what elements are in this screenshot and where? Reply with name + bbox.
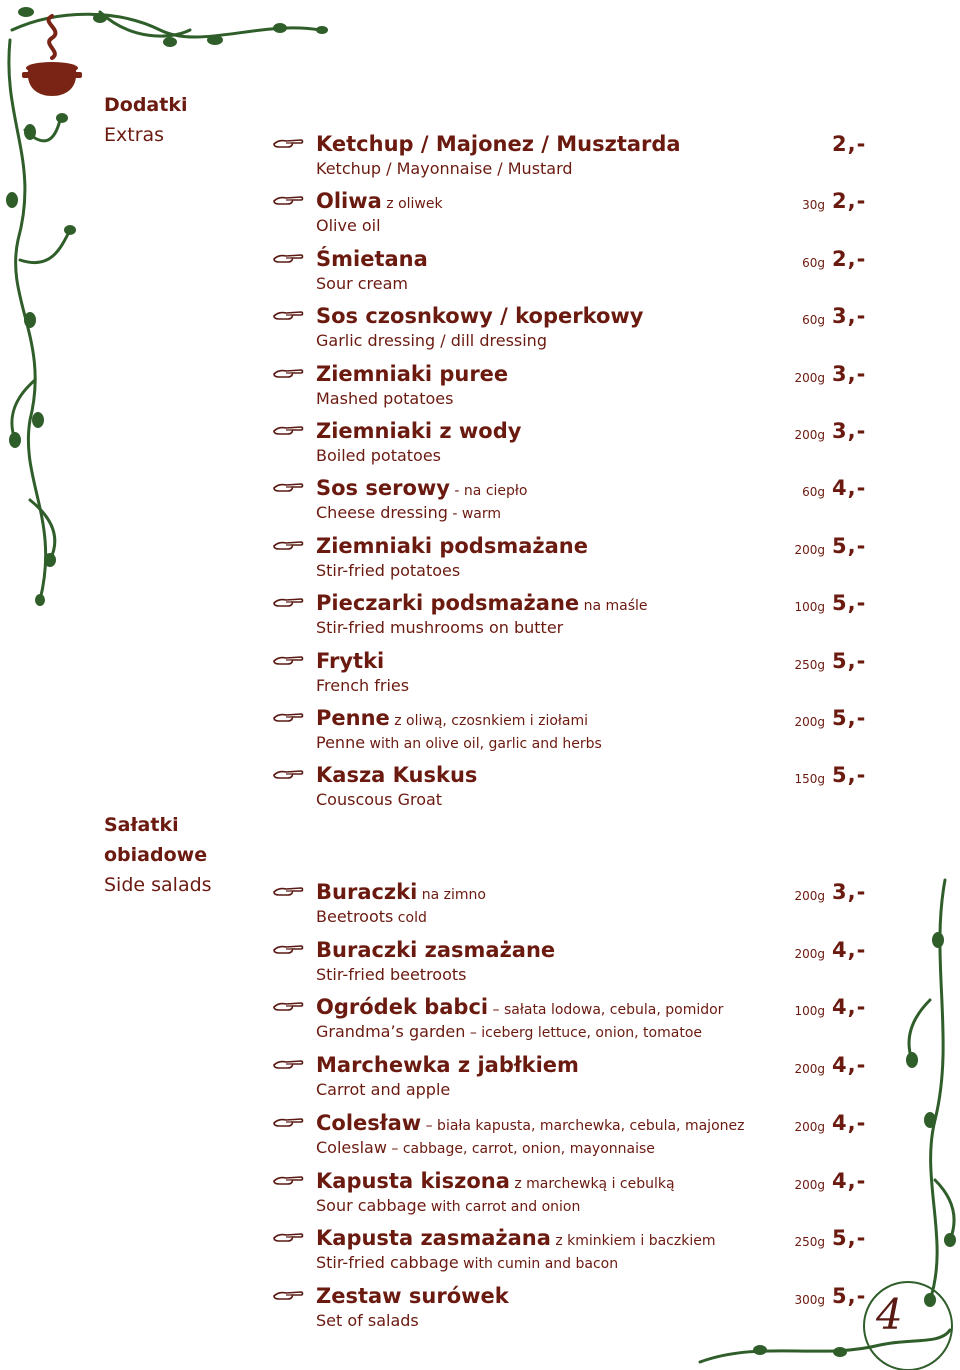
menu-item	[272, 473, 880, 529]
item-weight: 200g	[794, 889, 825, 903]
menu-item	[272, 760, 880, 816]
item-name-en: Stir-fried potatoes	[316, 560, 461, 580]
item-main-line	[316, 1281, 509, 1311]
item-name-en: Mashed potatoes	[316, 388, 454, 408]
item-weight: 200g	[794, 1119, 825, 1134]
pointing-hand-icon	[272, 365, 304, 379]
item-main-line	[316, 1166, 675, 1196]
item-translation	[316, 1309, 419, 1334]
item-name: Kapusta zasmażana	[316, 1226, 551, 1251]
item-name-en: Grandma’s garden	[316, 1022, 466, 1042]
item-weight: 60g	[802, 485, 825, 500]
item-main-line	[316, 760, 477, 790]
menu-item	[272, 1050, 880, 1106]
item-main-line	[316, 703, 588, 733]
item-description: – sałata lodowa, cebula, pomidor	[488, 1002, 724, 1019]
item-weight: 200g	[794, 1062, 825, 1077]
item-main-line	[316, 588, 648, 618]
item-name-en: Penne	[316, 733, 366, 752]
item-description: – biała kapusta, marchewka, cebula, majonez	[421, 1117, 745, 1134]
page-number: 4	[876, 1290, 903, 1339]
item-name-en: Carrot and apple	[316, 1080, 451, 1100]
item-weight: 200g	[794, 542, 825, 557]
item-translation	[316, 963, 466, 988]
item-translation	[316, 616, 563, 641]
item-price: 2,-	[832, 132, 867, 156]
item-translation	[316, 501, 501, 526]
item-description: na zimno	[417, 887, 486, 903]
pointing-hand-icon	[272, 998, 304, 1012]
section-title-pl: Dodatki	[104, 94, 188, 116]
item-name: Ogródek babci	[316, 995, 489, 1020]
item-translation	[316, 1251, 618, 1276]
item-weight: 250g	[794, 1235, 825, 1250]
pointing-hand-icon	[272, 941, 304, 955]
item-name: Oliwa	[316, 189, 382, 214]
pointing-hand-icon	[272, 1229, 304, 1243]
pointing-hand-icon	[272, 479, 304, 493]
item-name: Ketchup / Majonez / Musztarda	[316, 132, 681, 156]
item-price: 3,-	[832, 880, 867, 904]
item-description-en: - warm	[447, 506, 502, 523]
item-name: Marchewka z jabłkiem	[316, 1053, 579, 1078]
item-name-en: Ketchup / Mayonnaise / Mustard	[316, 159, 573, 178]
item-price: 5,-	[832, 648, 867, 673]
section-title-extras	[104, 90, 187, 150]
item-description: na maśle	[579, 598, 648, 615]
item-price: 5,-	[832, 1283, 867, 1308]
item-main-line	[316, 1050, 579, 1080]
section-title-en: Side salads	[104, 874, 212, 896]
item-translation	[316, 444, 441, 469]
item-weight: 200g	[794, 428, 825, 442]
item-price: 4,-	[832, 995, 867, 1020]
item-main-line	[316, 416, 521, 446]
item-name: Ziemniaki puree	[316, 361, 509, 386]
menu-item	[272, 877, 880, 933]
pointing-hand-icon	[272, 307, 304, 321]
item-weight: 100g	[794, 1004, 825, 1019]
section-title-pl-line2: obiadowe	[104, 844, 208, 866]
menu-item	[272, 1281, 880, 1337]
item-name-en: Sour cream	[316, 273, 409, 293]
item-price: 4,-	[832, 1053, 867, 1078]
item-name-en: Couscous Groat	[316, 790, 443, 810]
item-name-en: Stir-fried mushrooms on butter	[316, 618, 564, 638]
pointing-hand-icon	[272, 1056, 304, 1070]
item-name: Frytki	[316, 648, 385, 673]
item-price: 5,-	[832, 706, 867, 730]
menu-item	[272, 416, 880, 472]
item-weight: 200g	[794, 370, 825, 385]
item-main-line	[316, 473, 527, 503]
item-price: 2,-	[832, 189, 867, 214]
cooking-pot-icon	[20, 12, 84, 98]
item-name: Kasza Kuskus	[316, 763, 478, 788]
item-name: Buraczki	[316, 880, 418, 904]
item-weight: 100g	[794, 600, 825, 615]
item-name: Kapusta kiszona	[316, 1168, 510, 1193]
item-main-line	[316, 531, 588, 561]
pointing-hand-icon	[272, 1287, 304, 1301]
item-name: Penne	[316, 706, 390, 730]
item-name: Zestaw surówek	[316, 1283, 509, 1308]
menu-item	[272, 244, 880, 300]
item-name-en: Stir-fried beetroots	[316, 964, 467, 984]
item-main-line	[316, 877, 486, 907]
item-price: 5,-	[832, 533, 867, 558]
menu-item	[272, 1108, 880, 1164]
pointing-hand-icon	[272, 1114, 304, 1128]
item-weight: 200g	[794, 715, 825, 729]
item-price: 4,-	[832, 476, 867, 501]
menu-item	[272, 1223, 880, 1279]
menu-item	[272, 129, 880, 185]
item-name-en: Sour cabbage	[316, 1195, 427, 1215]
item-name-en: Set of salads	[316, 1310, 419, 1330]
menu-item	[272, 646, 880, 702]
item-description-en: with an olive oil, garlic and herbs	[365, 736, 602, 752]
item-price: 3,-	[832, 361, 867, 386]
item-main-line	[316, 935, 555, 965]
menu-item	[272, 703, 880, 759]
item-translation	[316, 731, 602, 756]
item-description-en: – cabbage, carrot, onion, mayonnaise	[386, 1140, 655, 1157]
item-weight: 30g	[802, 198, 825, 213]
pointing-hand-icon	[272, 883, 304, 897]
item-name: Buraczki zasmażane	[316, 937, 556, 962]
item-main-line	[316, 1223, 715, 1253]
item-translation	[316, 559, 460, 584]
item-translation	[316, 788, 442, 813]
item-translation	[316, 1194, 580, 1219]
item-name: Sos serowy	[316, 476, 450, 501]
item-translation	[316, 1136, 655, 1161]
item-translation	[316, 905, 427, 930]
item-name: Śmietana	[316, 246, 428, 271]
item-price: 4,-	[832, 937, 867, 962]
item-name: Ziemniaki podsmażane	[316, 533, 588, 558]
item-weight: 60g	[802, 313, 825, 328]
pointing-hand-icon	[272, 594, 304, 608]
item-weight: 200g	[794, 946, 825, 961]
item-translation	[316, 674, 409, 699]
item-price: 2,-	[832, 246, 867, 271]
item-price: 5,-	[832, 591, 867, 616]
menu-item	[272, 531, 880, 587]
item-name-en: Coleslaw	[316, 1137, 387, 1157]
item-main-line	[316, 646, 384, 676]
item-description: z kminkiem i baczkiem	[550, 1233, 716, 1250]
item-translation	[316, 157, 573, 182]
menu-item	[272, 1166, 880, 1222]
item-main-line	[316, 186, 443, 216]
item-main-line	[316, 301, 644, 331]
item-price: 5,-	[832, 763, 867, 788]
item-name-en: Olive oil	[316, 216, 381, 236]
item-weight: 300g	[794, 1292, 825, 1307]
item-main-line	[316, 992, 723, 1022]
item-translation	[316, 1078, 450, 1103]
item-price: 3,-	[832, 304, 867, 329]
item-name: Sos czosnkowy / koperkowy	[316, 304, 644, 329]
pointing-hand-icon	[272, 135, 304, 149]
item-weight: 250g	[794, 657, 825, 672]
item-translation	[316, 329, 547, 354]
item-name: Colesław	[316, 1110, 422, 1135]
pointing-hand-icon	[272, 709, 304, 723]
section-title-pl-line1: Sałatki	[104, 814, 179, 836]
item-name-en: Stir-fried cabbage	[316, 1253, 459, 1273]
item-price: 5,-	[832, 1226, 867, 1251]
pointing-hand-icon	[272, 250, 304, 264]
item-weight: 200g	[794, 1177, 825, 1192]
pointing-hand-icon	[272, 537, 304, 551]
item-description-en: cold	[393, 910, 427, 926]
pointing-hand-icon	[272, 422, 304, 436]
menu-item	[272, 359, 880, 415]
item-translation	[316, 1020, 702, 1045]
pointing-hand-icon	[272, 192, 304, 206]
pointing-hand-icon	[272, 766, 304, 780]
item-name-en: Cheese dressing	[316, 503, 448, 523]
item-translation	[316, 214, 381, 239]
menu-item	[272, 992, 880, 1048]
item-name: Ziemniaki z wody	[316, 419, 522, 443]
item-name-en: Boiled potatoes	[316, 446, 442, 465]
item-translation	[316, 272, 408, 297]
menu-item	[272, 186, 880, 242]
item-weight: 150g	[794, 772, 825, 787]
item-name-en: French fries	[316, 675, 410, 695]
section-title-en: Extras	[104, 124, 165, 146]
menu-item	[272, 301, 880, 357]
pointing-hand-icon	[272, 652, 304, 666]
item-description-en: with carrot and onion	[426, 1198, 581, 1215]
item-price: 4,-	[832, 1110, 867, 1135]
item-description: z oliwek	[381, 196, 443, 213]
item-main-line	[316, 244, 428, 274]
item-price: 4,-	[832, 1168, 867, 1193]
section-title-side-salads	[104, 810, 212, 900]
item-description: z marchewką i cebulką	[509, 1175, 675, 1192]
menu-item	[272, 588, 880, 644]
item-description-en: with cumin and bacon	[458, 1256, 619, 1273]
item-main-line	[316, 129, 681, 159]
item-description: - na ciepło	[449, 483, 528, 500]
item-description: z oliwą, czosnkiem i ziołami	[389, 713, 589, 729]
item-description-en: – iceberg lettuce, onion, tomatoe	[465, 1025, 702, 1042]
item-main-line	[316, 359, 508, 389]
item-name-en: Garlic dressing / dill dressing	[316, 331, 547, 351]
item-weight: 60g	[802, 255, 825, 270]
item-name-en: Beetroots	[316, 907, 394, 926]
pointing-hand-icon	[272, 1172, 304, 1186]
item-translation	[316, 387, 453, 412]
item-main-line	[316, 1108, 744, 1138]
item-price: 3,-	[832, 419, 867, 443]
item-name: Pieczarki podsmażane	[316, 591, 580, 616]
menu-item	[272, 935, 880, 991]
